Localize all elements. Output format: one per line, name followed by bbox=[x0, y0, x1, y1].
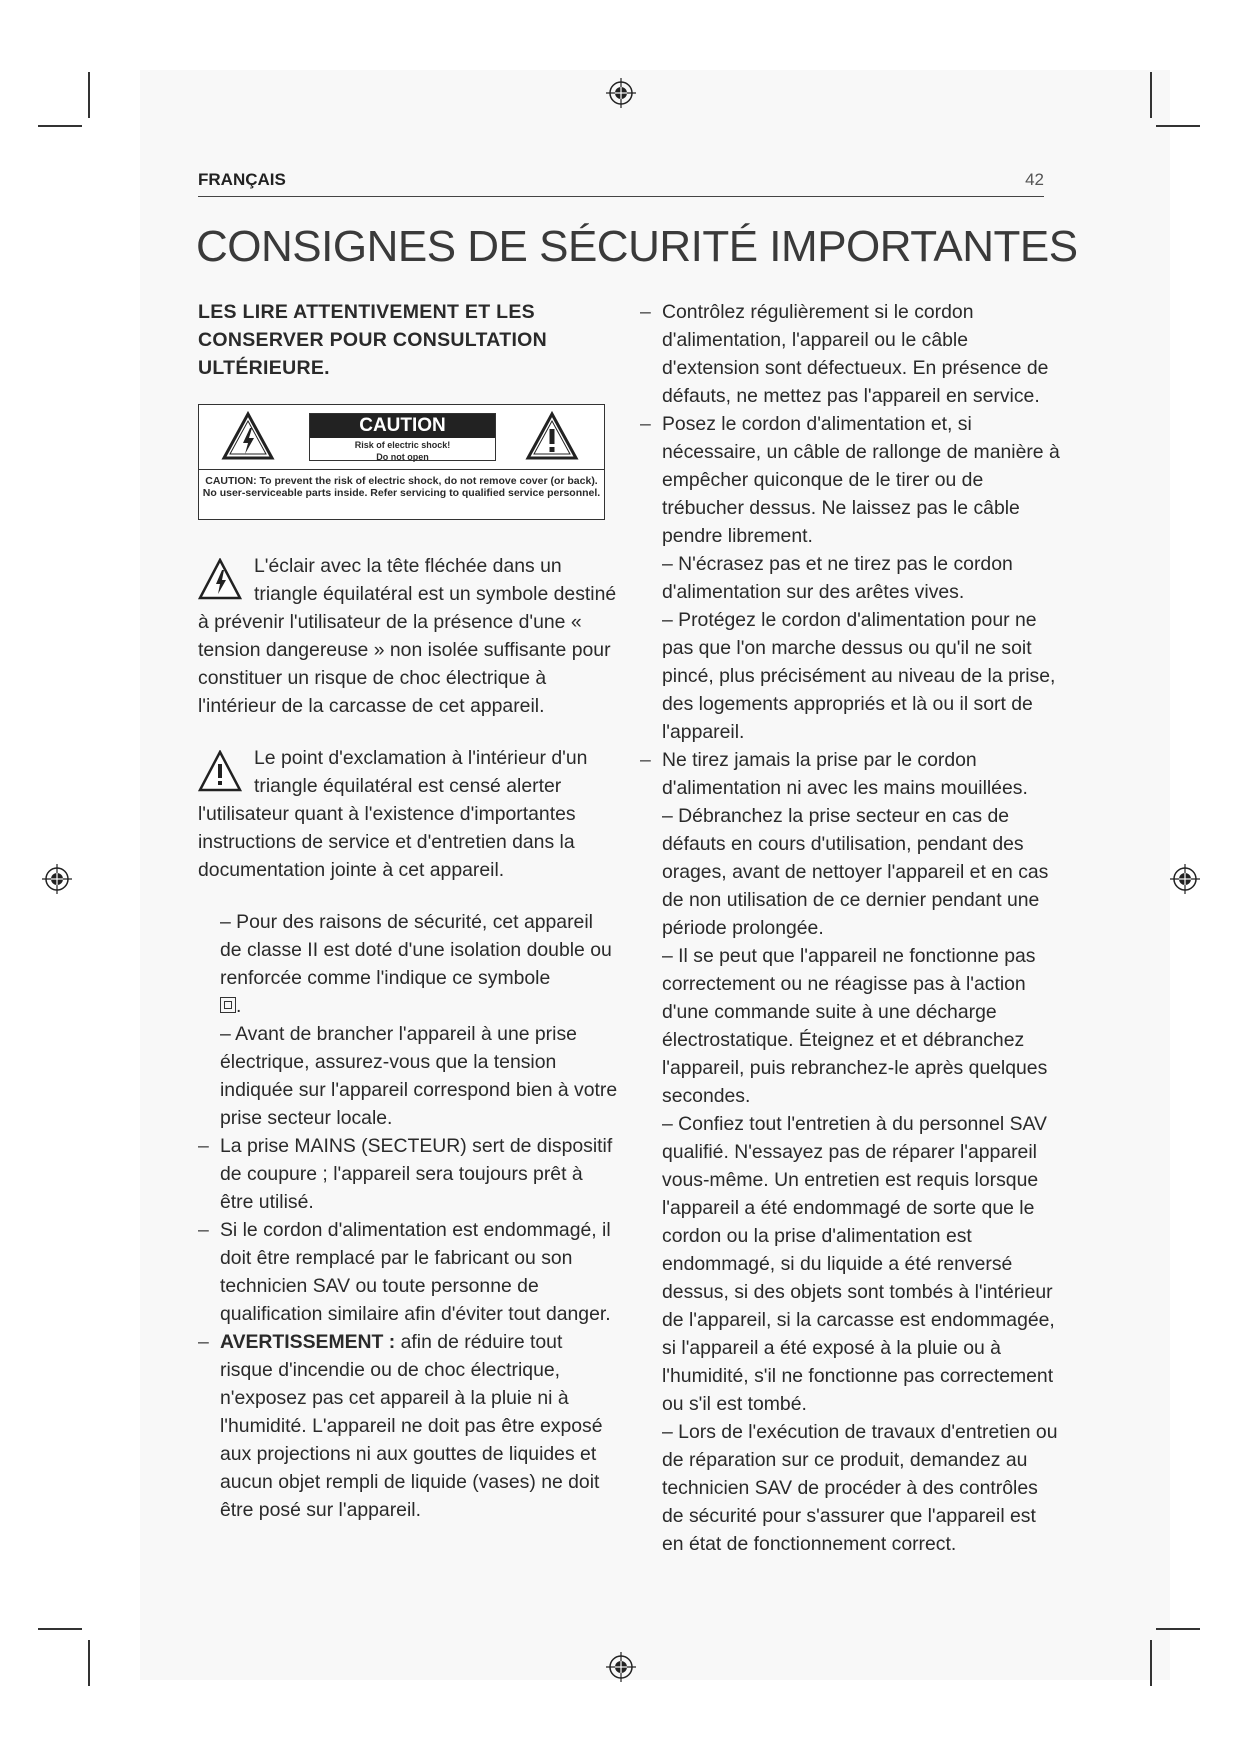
lightning-triangle-icon bbox=[198, 558, 242, 600]
list-item: – La prise MAINS (SECTEUR) sert de dispositif de coupure ; l'appareil sera toujours prêt à être utilisé. bbox=[198, 1132, 618, 1216]
caution-subtext-2: Do not open bbox=[376, 452, 429, 462]
registration-mark-icon bbox=[606, 78, 636, 108]
running-header bbox=[198, 170, 1044, 197]
caution-word: CAUTION bbox=[310, 414, 495, 438]
lightning-symbol-explanation bbox=[198, 552, 618, 720]
language-label: FRANÇAIS bbox=[198, 170, 286, 189]
caution-label bbox=[198, 404, 605, 520]
crop-mark-bottom-right-vertical bbox=[1150, 1640, 1152, 1686]
crop-mark-top-right-vertical bbox=[1150, 72, 1152, 118]
electric-shock-warning-icon bbox=[221, 411, 275, 461]
list-item: – Posez le cordon d'alimentation et, si nécessaire, un câble de rallonge de manière à empêcher quiconque de le tirer ou de trébucher dessus. Ne laissez pas le câble pendre librement. bbox=[640, 410, 1060, 550]
list-item: – AVERTISSEMENT : afin de réduire tout risque d'incendie ou de choc électrique, n'exposez pas cet appareil à la pluie ni à l'humidité. L'appareil ne doit pas être exposé aux projections ni aux gouttes de liquides et aucun objet rempli de liquide (vases) ne doit être posé sur l'appareil. bbox=[198, 1328, 618, 1524]
crop-mark-top-left-vertical bbox=[88, 72, 90, 118]
list-item: – Débranchez la prise secteur en cas de défauts en cours d'utilisation, pendant des orages, avant de nettoyer l'appareil et en cas de non utilisation de ce dernier pendant une période prolongée. bbox=[662, 805, 1049, 939]
crop-mark-bottom-left-horizontal bbox=[38, 1628, 82, 1630]
registration-mark-icon bbox=[606, 1652, 636, 1682]
page-number: 42 bbox=[1025, 170, 1044, 189]
double-insulation-icon bbox=[220, 997, 236, 1013]
list-item: – Pour des raisons de sécurité, cet appareil de classe II est doté d'une isolation double ou renforcée comme l'indique ce symbole . bbox=[220, 911, 612, 1017]
left-safety-list bbox=[198, 908, 618, 1524]
crop-mark-bottom-right-horizontal bbox=[1156, 1628, 1200, 1630]
caution-subtext-1: Risk of electric shock! bbox=[354, 440, 451, 450]
crop-mark-top-left-horizontal bbox=[38, 125, 82, 127]
list-item: – Lors de l'exécution de travaux d'entretien ou de réparation sur ce produit, demandez au technicien SAV de procéder à des contrôles de sécurité pour s'assurer que l'appareil est en état de fonctionnement correct. bbox=[662, 1421, 1058, 1555]
list-item: – Il se peut que l'appareil ne fonctionne pas correctement ou ne réagisse pas à l'action d'une commande suite à une décharge électrostatique. Éteignez et et débranchez l'appareil, puis rebranchez-le après quelques secondes. bbox=[662, 945, 1048, 1107]
page-title: CONSIGNES DE SÉCURITÉ IMPORTANTES bbox=[196, 222, 1078, 271]
list-item: – Si le cordon d'alimentation est endommagé, il doit être remplacé par le fabricant ou son technicien SAV ou toute personne de qualification similaire afin d'éviter tout danger. bbox=[198, 1216, 618, 1328]
crop-mark-top-right-horizontal bbox=[1156, 125, 1200, 127]
exclamation-symbol-explanation bbox=[198, 744, 618, 884]
intro-heading: LES LIRE ATTENTIVEMENT ET LES CONSERVER POUR CONSULTATION ULTÉRIEURE. bbox=[198, 301, 548, 379]
list-item: – Contrôlez régulièrement si le cordon d'alimentation, l'appareil ou le câble d'extension sont défectueux. En présence de défauts, ne mettez pas l'appareil en service. bbox=[640, 298, 1060, 410]
exclamation-symbol-text: Le point d'exclamation à l'intérieur d'un triangle équilatéral est censé alerter l'utilisateur quant à l'existence d'importantes instructions de service et d'entretien dans la documentation jointe à cet appareil. bbox=[198, 747, 588, 881]
lightning-symbol-text: L'éclair avec la tête fléchée dans un triangle équilatéral est un symbole destiné à prévenir l'utilisateur de la présence d'une « tension dangereuse » non isolée suffisante pour constituer un risque de choc électrique à l'intérieur de la carcasse de cet appareil. bbox=[198, 555, 617, 717]
registration-mark-icon bbox=[42, 864, 72, 894]
caution-text: CAUTION: To prevent the risk of electric shock, do not remove cover (or back). No user-serviceable parts inside. Refer servicing to qualified service personnel. bbox=[202, 475, 601, 499]
warning-label: AVERTISSEMENT : bbox=[220, 1331, 396, 1353]
left-column bbox=[198, 298, 618, 1524]
list-item: – N'écrasez pas et ne tirez pas le cordon d'alimentation sur des arêtes vives. bbox=[662, 553, 1013, 603]
list-item: – Avant de brancher l'appareil à une prise électrique, assurez-vous que la tension indiquée sur l'appareil correspond bien à votre prise secteur locale. bbox=[220, 1023, 618, 1129]
crop-mark-bottom-left-vertical bbox=[88, 1640, 90, 1686]
registration-mark-icon bbox=[1170, 864, 1200, 894]
list-item: – Ne tirez jamais la prise par le cordon d'alimentation ni avec les mains mouillées. bbox=[640, 746, 1060, 802]
exclamation-triangle-icon bbox=[198, 750, 242, 792]
list-item: – Protégez le cordon d'alimentation pour ne pas que l'on marche dessus ou qu'il ne soit pincé, plus précisément au niveau de la prise, des logements appropriés et là ou il sort de l'appareil. bbox=[662, 609, 1056, 743]
right-column bbox=[640, 298, 1060, 1558]
list-item: – Confiez tout l'entretien à du personnel SAV qualifié. N'essayez pas de réparer l'appareil vous-même. Un entretien est requis lorsque l'appareil a été endommagé de sorte que le cordon ou la prise d'alimentation est endommagé, si du liquide a été renversé dessus, si des objets sont tombés à l'intérieur de l'appareil, si la carcasse est endommagée, si l'appareil a été exposé à la pluie ou à l'humidité, s'il ne fonctionne pas correctement ou s'il est tombé. bbox=[662, 1113, 1055, 1415]
exclamation-warning-icon bbox=[525, 411, 579, 461]
